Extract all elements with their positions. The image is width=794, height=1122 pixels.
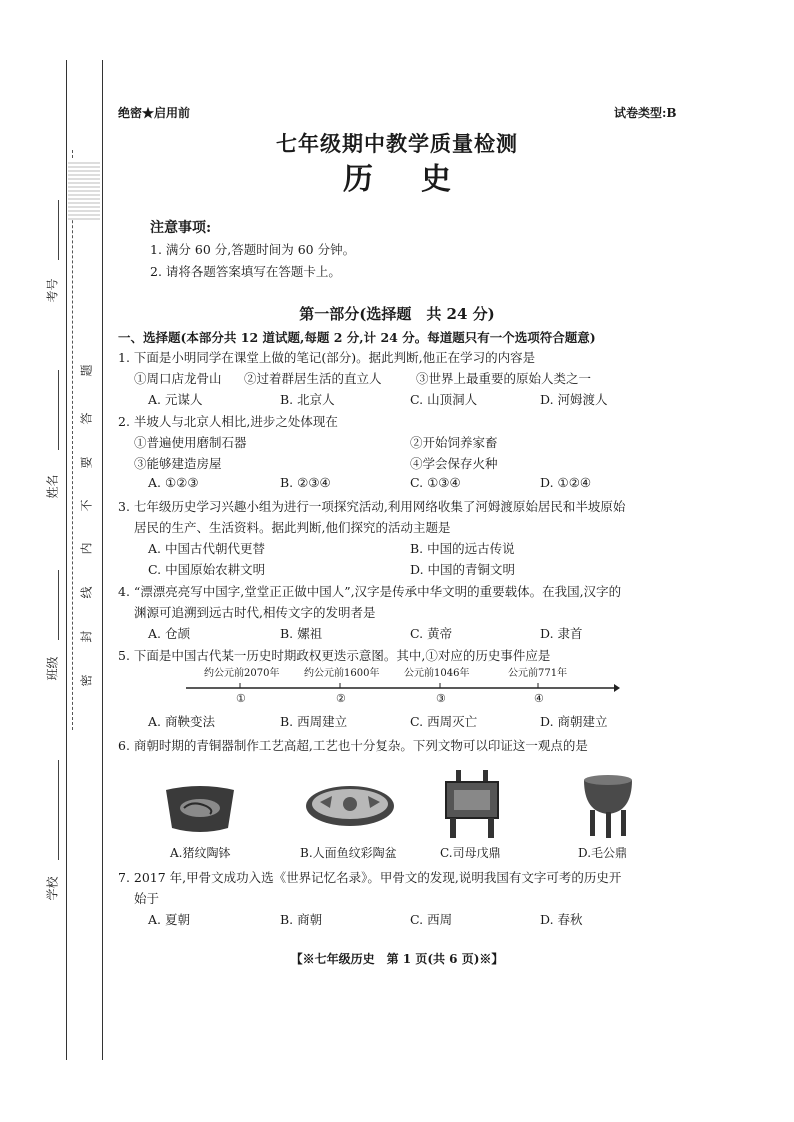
question-3-option-a[interactable]: A. 中国古代朝代更替	[148, 541, 265, 556]
timeline-mark: ②	[336, 692, 346, 705]
question-2-stem: 2. 半坡人与北京人相比,进步之处体现在	[118, 414, 338, 429]
question-7-option-c[interactable]: C. 西周	[410, 912, 453, 927]
question-1-note: ②过着群居生活的直立人	[244, 371, 382, 386]
question-3-option-b[interactable]: B. 中国的远古传说	[410, 541, 515, 556]
question-4-stem-cont: 渊源可追溯到远古时代,相传文字的发明者是	[134, 605, 376, 620]
timeline-diagram	[186, 678, 620, 708]
timeline-date: 公元前1046年	[404, 668, 470, 679]
question-7-option-a[interactable]: A. 夏朝	[148, 912, 190, 927]
question-1-option-c[interactable]: C. 山顶洞人	[410, 392, 478, 407]
question-6-option-d[interactable]: D.毛公鼎	[578, 846, 628, 860]
question-5-stem: 5. 下面是中国古代某一历史时期政权更迭示意图。其中,①对应的历史事件应是	[118, 648, 551, 663]
question-6-option-b[interactable]: B.人面鱼纹彩陶盆	[300, 846, 397, 860]
question-7-option-b[interactable]: B. 商朝	[280, 912, 323, 927]
question-4-option-c[interactable]: C. 黄帝	[410, 626, 453, 641]
field-class-line	[58, 570, 59, 640]
question-2-note: ④学会保存火种	[410, 456, 498, 471]
seal-char-da: 答	[79, 412, 94, 425]
timeline-mark: ①	[236, 692, 246, 705]
field-name-line	[58, 370, 59, 450]
question-2-note: ③能够建造房屋	[134, 456, 222, 471]
question-3-option-c[interactable]: C. 中国原始农耕文明	[148, 562, 266, 577]
question-6-stem: 6. 商朝时期的青铜器制作工艺高超,工艺也十分复杂。下列文物可以印证这一观点的是	[118, 738, 588, 753]
timeline-mark: ③	[436, 692, 446, 705]
question-4-option-a[interactable]: A. 仓颉	[148, 626, 190, 641]
question-4-option-d[interactable]: D. 隶首	[540, 626, 583, 641]
timeline-date: 约公元前2070年	[204, 668, 280, 679]
relic-maogong-ding-image	[578, 768, 638, 840]
field-exam-number-line	[58, 200, 59, 260]
question-1-note: ①周口店龙骨山	[134, 371, 222, 386]
question-3-stem-cont: 居民的生产、生活资料。据此判断,他们探究的活动主题是	[134, 520, 451, 535]
confidential-label: 绝密★启用前	[118, 106, 191, 120]
paper-type-label: 试卷类型:B	[614, 106, 677, 120]
part-heading: 第一部分(选择题 共 24 分)	[299, 305, 495, 323]
question-5-option-b[interactable]: B. 西周建立	[280, 714, 348, 729]
question-7-stem: 7. 2017 年,甲骨文成功入选《世界记忆名录》。甲骨文的发现,说明我国有文字可考的历史开	[118, 870, 622, 885]
page-footer: 【※七年级历史 第 1 页(共 6 页)※】	[290, 952, 504, 966]
relic-simuwu-ding-image	[440, 768, 504, 840]
seal-char-feng: 封	[79, 630, 94, 643]
question-5-option-a[interactable]: A. 商鞅变法	[148, 714, 215, 729]
binding-inner-line	[102, 60, 103, 1060]
question-1-option-a[interactable]: A. 元谋人	[148, 392, 203, 407]
exam-title: 七年级期中教学质量检测	[276, 131, 518, 156]
question-2-option-d[interactable]: D. ①②④	[540, 475, 592, 490]
seal-char-nei: 内	[79, 542, 94, 555]
question-2-option-a[interactable]: A. ①②③	[148, 475, 199, 490]
timeline-svg	[186, 678, 620, 708]
notice-item: 1. 满分 60 分,答题时间为 60 分钟。	[150, 242, 356, 257]
field-school-line	[58, 760, 59, 860]
question-2-option-c[interactable]: C. ①③④	[410, 475, 461, 490]
seal-char-xian: 线	[79, 586, 94, 599]
question-1-option-b[interactable]: B. 北京人	[280, 392, 335, 407]
seal-char-ti: 题	[79, 364, 94, 377]
question-4-stem: 4. “漂漂亮亮写中国字,堂堂正正做中国人”,汉字是传承中华文明的重要载体。在我国,汉字的	[118, 584, 622, 599]
question-3-option-d[interactable]: D. 中国的青铜文明	[410, 562, 516, 577]
field-exam-number: 考号	[45, 278, 60, 303]
notice-item: 2. 请将各题答案填写在答题卡上。	[150, 264, 341, 279]
question-6-option-c[interactable]: C.司母戊鼎	[440, 846, 501, 860]
question-4-option-b[interactable]: B. 嫘祖	[280, 626, 323, 641]
timeline-mark: ④	[534, 692, 544, 705]
question-2-option-b[interactable]: B. ②③④	[280, 475, 331, 490]
question-2-note: ①普遍使用磨制石器	[134, 435, 247, 450]
seal-char-yao: 要	[79, 456, 94, 469]
question-5-option-d[interactable]: D. 商朝建立	[540, 714, 608, 729]
field-class: 班级	[45, 656, 60, 681]
question-1-stem: 1. 下面是小明同学在课堂上做的笔记(部分)。据此判断,他正在学习的内容是	[118, 350, 536, 365]
field-name: 姓名	[45, 474, 60, 499]
seal-char-bu: 不	[79, 499, 94, 512]
question-2-note: ②开始饲养家畜	[410, 435, 498, 450]
relic-painted-basin-image	[304, 782, 396, 830]
subject-title: 历史	[343, 162, 499, 197]
question-1-option-d[interactable]: D. 河姆渡人	[540, 392, 608, 407]
binding-outer-line	[66, 60, 67, 1060]
relic-pig-pottery-bowl-image	[162, 780, 238, 836]
question-3-stem: 3. 七年级历史学习兴趣小组为进行一项探究活动,利用网络收集了河姆渡原始居民和半坡原始	[118, 499, 626, 514]
question-6-option-a[interactable]: A.猪纹陶钵	[170, 846, 231, 860]
question-7-option-d[interactable]: D. 春秋	[540, 912, 583, 927]
question-5-option-c[interactable]: C. 西周灭亡	[410, 714, 478, 729]
field-school: 学校	[45, 876, 60, 901]
question-1-note: ③世界上最重要的原始人类之一	[416, 371, 592, 386]
question-7-stem-cont: 始于	[134, 891, 160, 906]
timeline-arrow	[614, 684, 620, 692]
seal-dashed-line	[72, 150, 73, 730]
seal-char-mi: 密	[79, 674, 94, 687]
section-heading: 一、选择题(本部分共 12 道试题,每题 2 分,计 24 分。每道题只有一个选项符合题意)	[118, 330, 596, 345]
timeline-date: 约公元前1600年	[304, 668, 380, 679]
notice-heading: 注意事项:	[150, 220, 212, 236]
timeline-date: 公元前771年	[508, 668, 568, 679]
